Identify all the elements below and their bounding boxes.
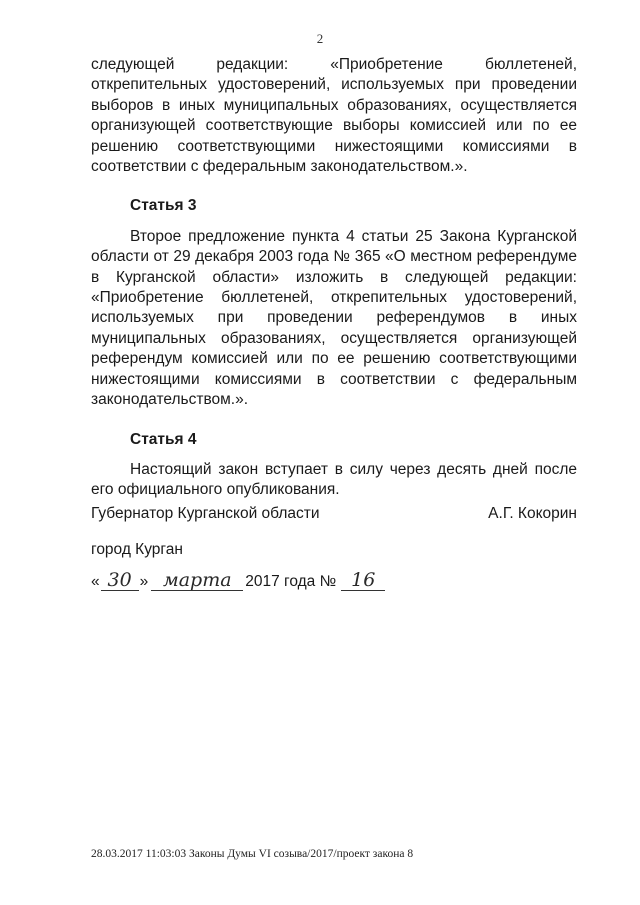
footer-meta: 28.03.2017 11:03:03 Законы Думы VI созыва/2017/проект закона 8 [91, 848, 414, 860]
handwritten-law-number: 16 [341, 570, 385, 591]
city-label: город Курган [91, 541, 183, 558]
article-4-text: Настоящий закон вступает в силу через десять дней после его официального опубликования. [91, 460, 577, 499]
document-body [91, 55, 577, 501]
date-year-text: 2017 года № [245, 573, 337, 590]
date-line [91, 570, 385, 591]
paragraph-continuation: следующей редакции: «Приобретение бюллетеней, открепительных удостоверений, используемых при проведении выборов в иных муниципальных образованиях, осуществляется организующей соответствующие выборы комиссией или по ее решению соответствующими нижестоящими комиссиями в соответствии с федеральным законодательством.». [91, 56, 577, 176]
article-3-heading: Статья 3 [130, 197, 197, 215]
signature-block [91, 505, 577, 523]
date-close-quote: » [139, 573, 149, 590]
signatory-title: Губернатор Курганской области [91, 505, 320, 522]
date-open-quote: « [91, 573, 100, 590]
handwritten-month: марта [151, 570, 243, 591]
handwritten-day: 30 [101, 570, 139, 591]
article-3-text: Второе предложение пункта 4 статьи 25 Закона Курганской области от 29 декабря 2003 года № 365 «О местном референдуме в Курганской области» изложить в следующей редакции: «Приобретение бюллетеней, открепительных удостоверений, используемых при проведении референдумов в иных муниципальных образованиях, осуществляется организующей референдум комиссией или по ее решению соответствующими нижестоящими комиссиями в соответствии с федеральным законодательством.». [91, 227, 577, 409]
signatory-name: А.Г. Кокорин [488, 505, 577, 522]
article-4-heading: Статья 4 [130, 430, 197, 448]
page-number: 2 [316, 31, 324, 46]
